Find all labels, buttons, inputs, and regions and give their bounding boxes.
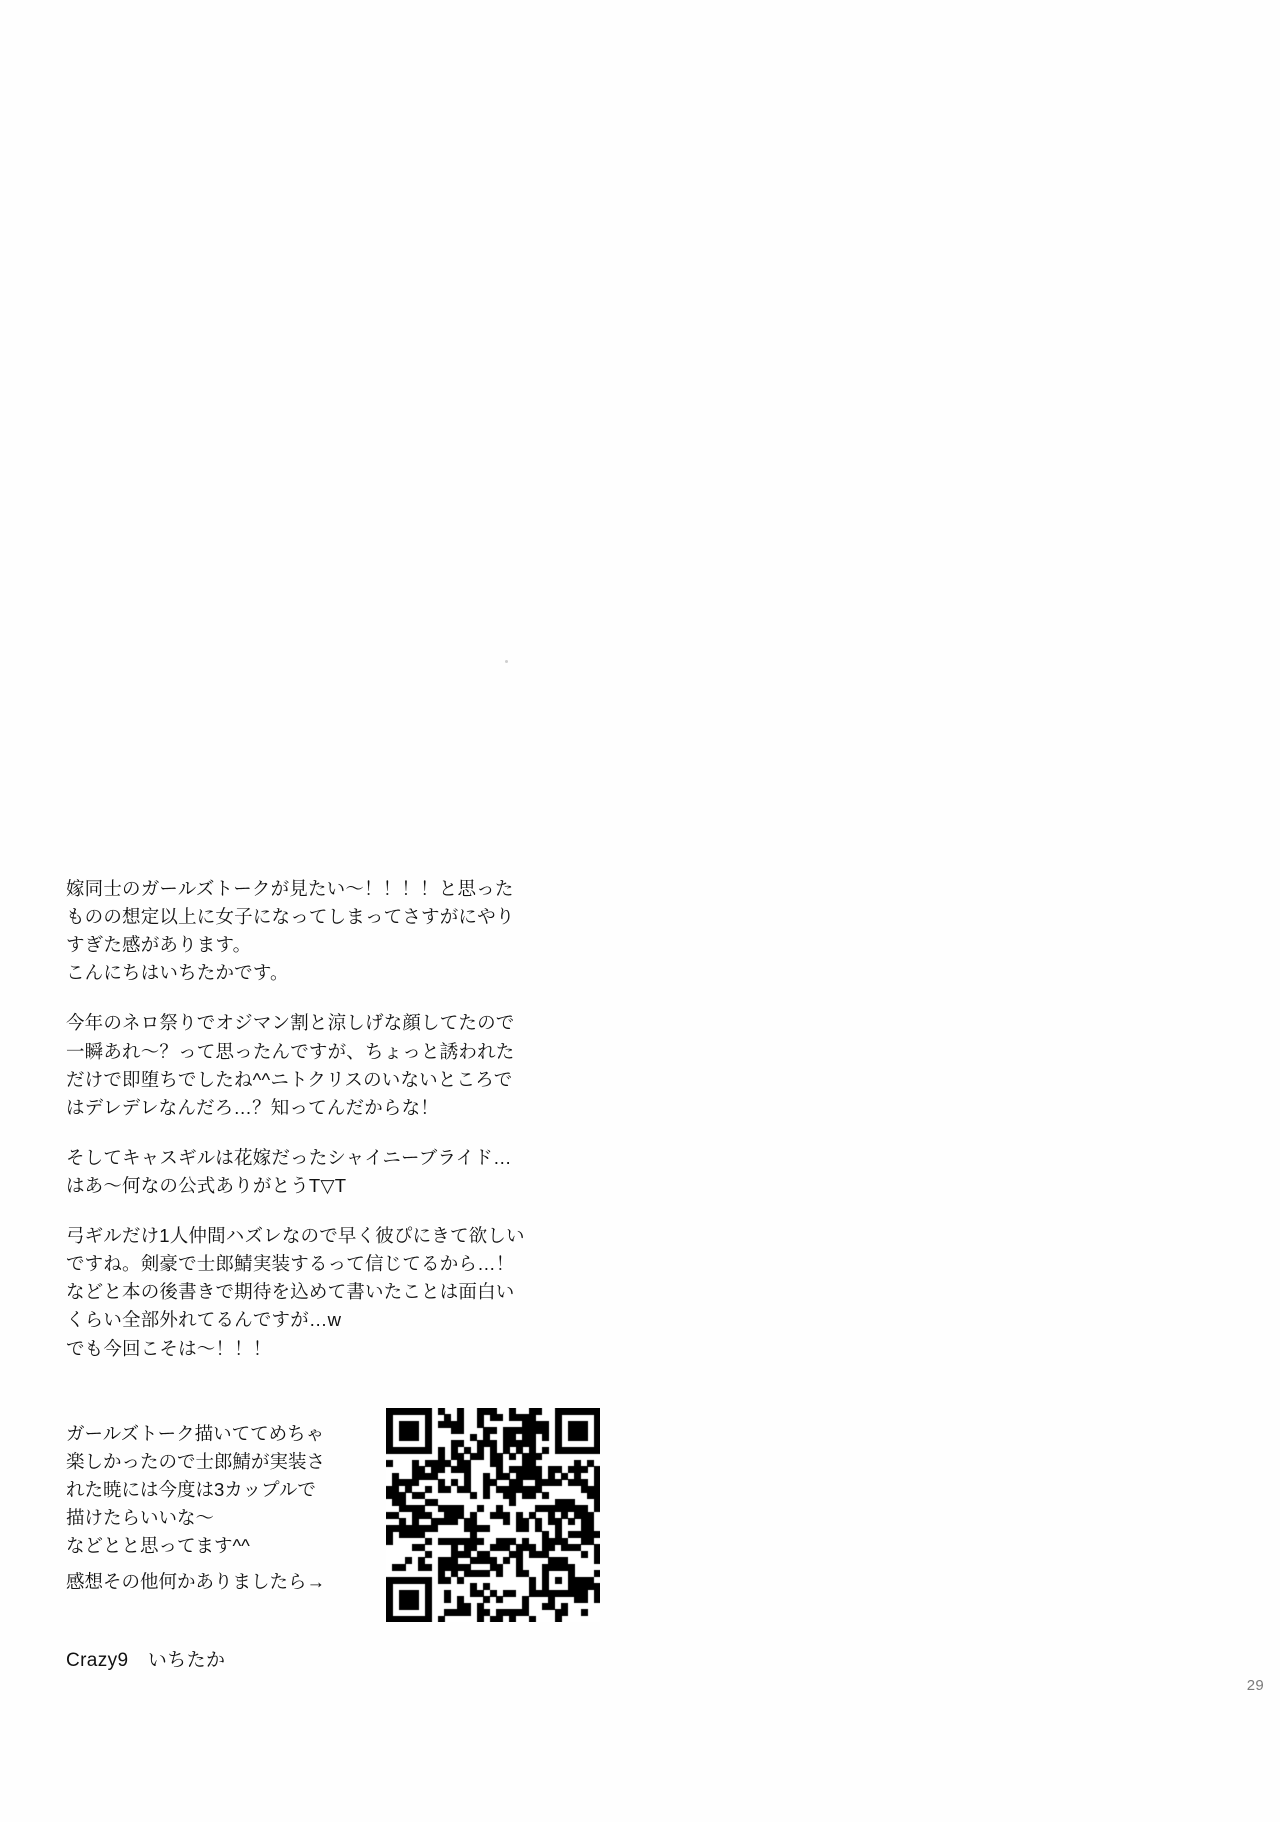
- afterword-paragraph: 今年のネロ祭りでオジマン割と涼しげな顔してたので 一瞬あれ〜？って思ったんですが、ちょっと誘われた だけで即堕ちでしたね^^ニトクリスのいないところで はデレデレなんだろ…？知ってんだからな！: [66, 1012, 515, 1118]
- afterword-paragraph: そしてキャスギルは花嫁だったシャイニーブライド… はあ〜何なの公式ありがとうT▽T: [66, 1146, 512, 1196]
- afterword-paragraph: 嫁同士のガールズトークが見たい〜！！！！と思った ものの想定以上に女子になってしまってさすがにやり すぎた感があります。 こんにちはいちたかです。: [66, 878, 515, 984]
- page-speck: [505, 660, 508, 663]
- author-signature: Crazy9 いちたか: [66, 1650, 226, 1671]
- afterword-text-block: [66, 875, 646, 1363]
- afterword-paragraph: 弓ギルだけ1人仲間ハズレなので早く彼ぴにきて欲しい ですね。剣豪で士郎鯖実装するって信じてるから…！ などと本の後書きで期待を込めて書いたことは面白い くらい全部外れてるんですが…w でも今回こそは〜！！！: [66, 1225, 525, 1359]
- qr-side-note: ガールズトーク描いててめちゃ 楽しかったので士郎鯖が実装さ れた暁には今度は3カップルで 描けたらいいな〜 などとと思ってます^^: [66, 1423, 326, 1557]
- page-number: 29: [1246, 1677, 1264, 1694]
- qr-code-icon: [386, 1408, 600, 1622]
- qr-contact-label: 感想その他何かありましたら→: [66, 1571, 326, 1592]
